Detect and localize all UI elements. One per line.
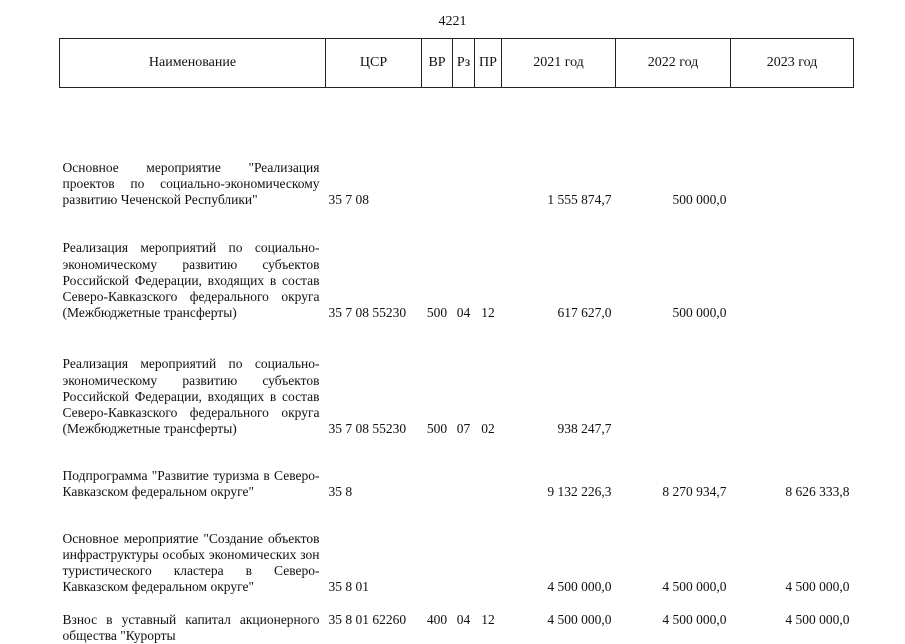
row-name: Реализация мероприятий по социально-экономическому развитию субъектов Российской Федерации, входящих в состав Северо-Кавказского федерального округа (Межбюджетные трансферты)	[62, 356, 320, 437]
budget-table	[59, 38, 854, 644]
row-2023	[731, 88, 854, 219]
row-2021: 9 132 226,3	[547, 484, 612, 500]
table-row	[60, 606, 854, 644]
row-vr: 400	[426, 611, 448, 627]
row-2021: 1 555 874,7	[547, 192, 612, 208]
row-pr	[475, 88, 502, 219]
row-csr: 35 7 08	[328, 192, 369, 208]
table-row	[60, 332, 854, 448]
row-vr	[422, 88, 453, 219]
row-rz	[453, 448, 475, 511]
row-pr: 02	[481, 421, 495, 437]
row-2023: 4 500 000,0	[785, 579, 850, 595]
row-2021: 617 627,0	[557, 305, 612, 321]
table-row	[60, 88, 854, 219]
row-2022	[616, 332, 731, 448]
row-2022: 500 000,0	[672, 192, 727, 208]
row-rz	[453, 511, 475, 606]
row-2023: 8 626 333,8	[785, 484, 850, 500]
row-vr	[422, 448, 453, 511]
row-rz: 07	[456, 421, 471, 437]
page-number: 4221	[438, 14, 467, 29]
header-csr: ЦСР	[326, 39, 422, 88]
row-name: Основное мероприятие "Создание объектов инфраструктуры особых экономических зон туристического кластера в Северо-Кавказском федеральном округе"	[62, 530, 320, 595]
table-row	[60, 219, 854, 332]
row-pr	[475, 448, 502, 511]
row-vr	[422, 511, 453, 606]
row-name: Подпрограмма "Развитие туризма в Северо-Кавказском федеральном округе"	[62, 468, 320, 500]
row-2022: 4 500 000,0	[662, 611, 727, 627]
row-pr	[475, 511, 502, 606]
row-2023	[731, 219, 854, 332]
row-csr: 35 8 01 62260	[328, 611, 407, 627]
header-row	[60, 39, 854, 88]
row-rz: 04	[456, 611, 471, 627]
row-rz	[453, 88, 475, 219]
header-pr: ПР	[475, 39, 502, 88]
row-2023	[731, 332, 854, 448]
header-2021: 2021 год	[502, 39, 616, 88]
row-2021: 4 500 000,0	[547, 611, 612, 627]
row-name: Реализация мероприятий по социально-экономическому развитию субъектов Российской Федерации, входящих в состав Северо-Кавказского федерального округа (Межбюджетные трансферты)	[62, 240, 320, 321]
row-csr: 35 8	[328, 484, 353, 500]
header-rz: Рз	[453, 39, 475, 88]
header-2022: 2022 год	[616, 39, 731, 88]
table-row	[60, 448, 854, 511]
header-2023: 2023 год	[731, 39, 854, 88]
row-rz: 04	[456, 305, 471, 321]
row-2023: 4 500 000,0	[785, 611, 850, 627]
table-row	[60, 511, 854, 606]
row-vr: 500	[426, 421, 448, 437]
row-2022: 500 000,0	[672, 305, 727, 321]
row-csr: 35 7 08 55230	[328, 421, 407, 437]
row-csr: 35 8 01	[328, 579, 369, 595]
row-vr: 500	[426, 305, 448, 321]
header-name: Наименование	[60, 39, 326, 88]
row-2021: 4 500 000,0	[547, 579, 612, 595]
row-pr: 12	[481, 305, 495, 321]
header-vr: ВР	[422, 39, 453, 88]
row-2022: 4 500 000,0	[662, 579, 727, 595]
row-csr: 35 7 08 55230	[328, 305, 407, 321]
row-2022: 8 270 934,7	[662, 484, 727, 500]
row-2021: 938 247,7	[557, 421, 612, 437]
row-pr: 12	[481, 611, 495, 627]
row-name: Взнос в уставный капитал акционерного общества "Курорты	[62, 611, 320, 643]
row-name: Основное мероприятие "Реализация проектов по социально-экономическому развитию Чеченской Республики"	[62, 159, 320, 208]
